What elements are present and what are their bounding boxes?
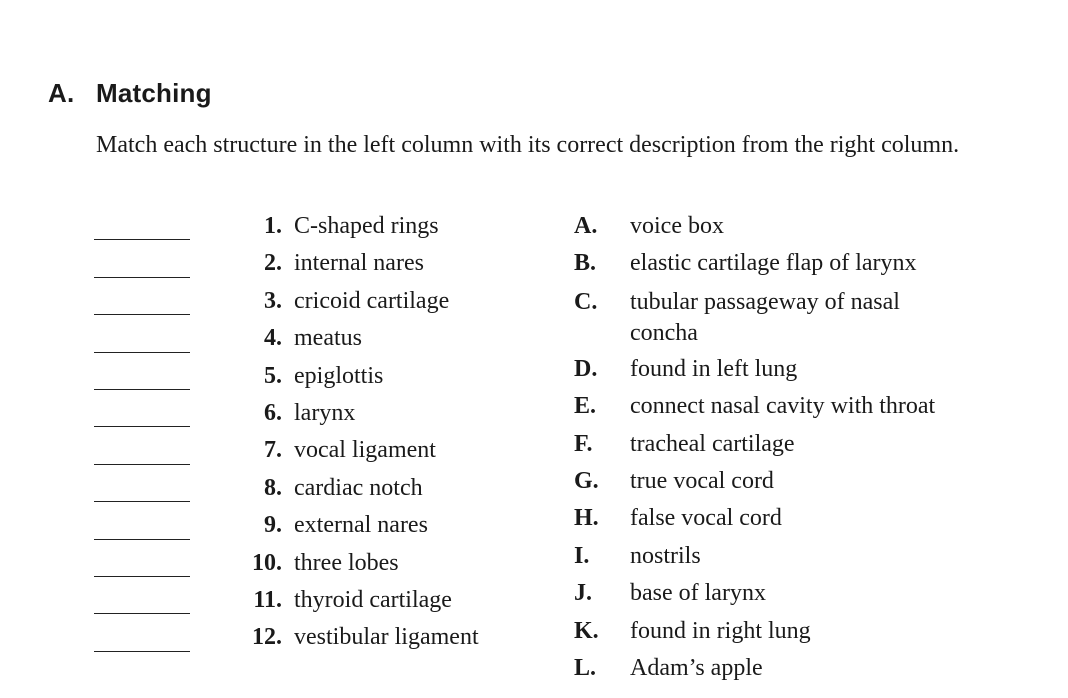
- structure-number: 1.: [264, 213, 282, 239]
- section-heading: [48, 78, 212, 109]
- structure-number: 4.: [264, 325, 282, 352]
- structure-number: 7.: [264, 437, 282, 464]
- description-item: [574, 500, 1044, 537]
- answer-blank-11[interactable]: [94, 585, 190, 622]
- description-letter: B.: [574, 250, 597, 277]
- structure-label: epiglottis: [294, 362, 384, 389]
- answer-blank-10[interactable]: [94, 548, 190, 585]
- description-text: found in left lung: [630, 355, 798, 382]
- structure-number: 2.: [264, 250, 282, 277]
- answer-blank-4[interactable]: [94, 323, 190, 360]
- description-item: [574, 283, 1044, 351]
- description-item: [574, 613, 1044, 650]
- structures-list: [228, 208, 548, 657]
- structure-number: 8.: [264, 474, 282, 501]
- structure-label: external nares: [294, 512, 428, 539]
- description-item: [574, 650, 1044, 687]
- structure-label: cardiac notch: [294, 474, 423, 501]
- structure-label: three lobes: [294, 549, 399, 576]
- description-letter: G.: [574, 468, 599, 495]
- structure-label: internal nares: [294, 250, 424, 277]
- description-text: false vocal cord: [630, 505, 782, 532]
- structure-item: [228, 245, 548, 282]
- section-letter: A.: [48, 78, 75, 108]
- structure-item: [228, 507, 548, 544]
- structure-item: [228, 582, 548, 619]
- answer-blank-3[interactable]: [94, 286, 190, 323]
- structure-item: [228, 395, 548, 432]
- structure-item: [228, 470, 548, 507]
- answer-blank-12[interactable]: [94, 622, 190, 659]
- structure-item: [228, 208, 548, 245]
- description-text: tracheal cartilage: [630, 430, 795, 457]
- description-letter: F.: [574, 430, 593, 457]
- description-item: [574, 245, 1044, 282]
- answer-blank-1[interactable]: [94, 211, 190, 248]
- description-letter: H.: [574, 505, 599, 532]
- structure-number: 5.: [264, 362, 282, 389]
- structure-number: 10.: [252, 549, 282, 576]
- structure-number: 9.: [264, 512, 282, 539]
- description-item: [574, 463, 1044, 500]
- answer-blank-6[interactable]: [94, 398, 190, 435]
- structure-label: vocal ligament: [294, 437, 436, 464]
- answer-blank-2[interactable]: [94, 248, 190, 285]
- description-text: elastic cartilage flap of larynx: [630, 250, 917, 277]
- description-letter: K.: [574, 617, 599, 644]
- structure-item: [228, 432, 548, 469]
- description-text: nostrils: [630, 542, 701, 569]
- answer-blanks: [94, 211, 190, 660]
- description-text: true vocal cord: [630, 468, 774, 495]
- description-item: [574, 426, 1044, 463]
- structure-item: [228, 358, 548, 395]
- structure-item: [228, 283, 548, 320]
- structure-label: cricoid cartilage: [294, 287, 450, 314]
- structure-item: [228, 320, 548, 357]
- structure-label: larynx: [294, 399, 356, 426]
- description-letter: L.: [574, 655, 597, 682]
- description-item: [574, 575, 1044, 612]
- answer-blank-8[interactable]: [94, 473, 190, 510]
- structure-label: meatus: [294, 325, 362, 352]
- description-letter: C.: [574, 288, 598, 315]
- section-title: Matching: [96, 78, 212, 108]
- structure-item: [228, 545, 548, 582]
- structure-number: 12.: [252, 624, 282, 651]
- structure-label: vestibular ligament: [294, 624, 479, 651]
- structure-number: 6.: [264, 399, 282, 426]
- description-text: base of larynx: [630, 580, 766, 607]
- description-item: [574, 538, 1044, 575]
- instructions-text: Match each structure in the left column with its correct description from the right column.: [96, 132, 960, 158]
- description-letter: D.: [574, 355, 598, 382]
- answer-blank-5[interactable]: [94, 361, 190, 398]
- structure-number: 3.: [264, 287, 282, 314]
- descriptions-list: [574, 208, 1044, 687]
- description-letter: J.: [574, 580, 592, 607]
- description-letter: A.: [574, 213, 598, 239]
- description-text: found in right lung: [630, 617, 811, 644]
- description-item: [574, 351, 1044, 388]
- description-item: [574, 388, 1044, 425]
- answer-blank-9[interactable]: [94, 510, 190, 547]
- description-text: Adam’s apple: [630, 655, 763, 682]
- description-text: tubular passageway of nasal concha: [630, 288, 900, 346]
- answer-blank-7[interactable]: [94, 435, 190, 472]
- description-letter: I.: [574, 542, 590, 569]
- structure-item: [228, 619, 548, 656]
- description-text: connect nasal cavity with throat: [630, 393, 936, 420]
- structure-number: 11.: [253, 586, 282, 613]
- structure-label: C-shaped rings: [294, 213, 439, 239]
- structure-label: thyroid cartilage: [294, 586, 452, 613]
- description-letter: E.: [574, 393, 597, 420]
- description-text: voice box: [630, 213, 724, 239]
- description-item: [574, 208, 1044, 245]
